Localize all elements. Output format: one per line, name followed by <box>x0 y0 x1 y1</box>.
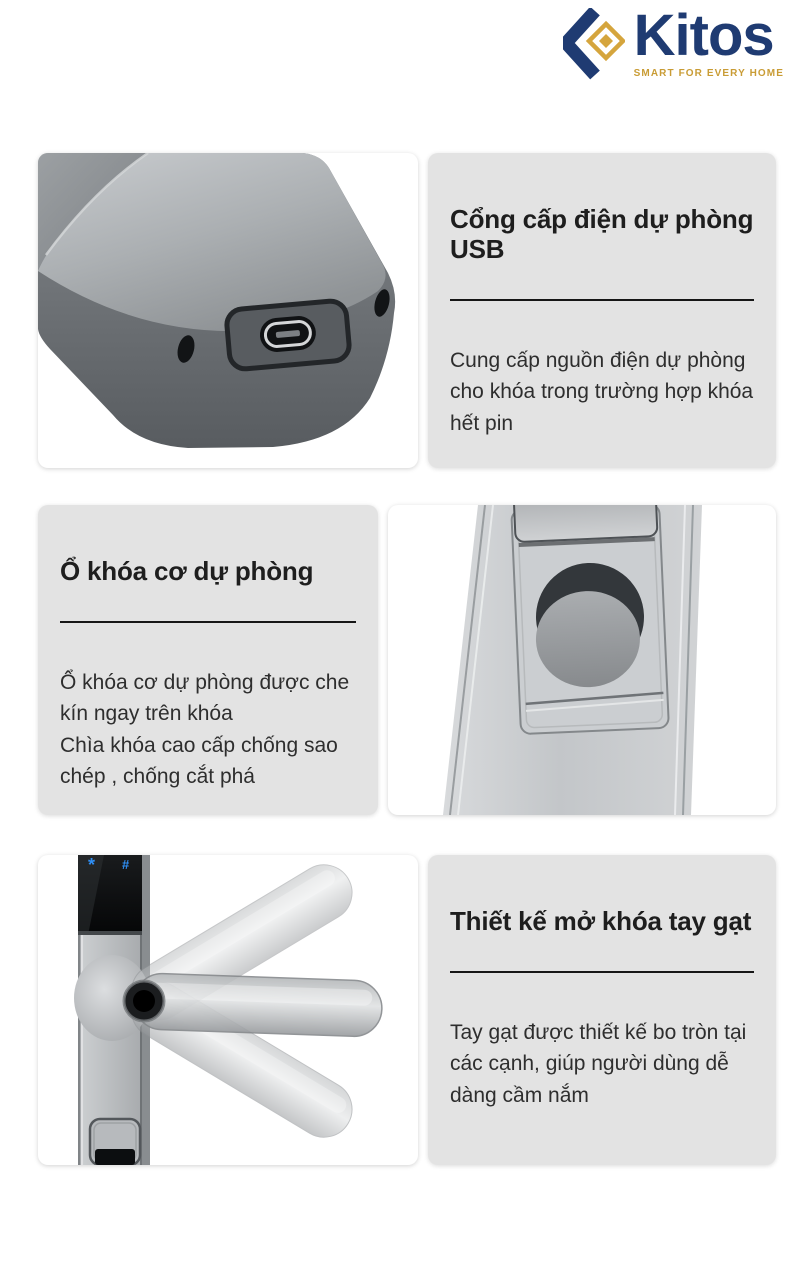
brand-tagline: SMART FOR EVERY HOME <box>633 67 784 79</box>
keypad-star-glyph: * <box>88 855 96 875</box>
feature-text-panel-usb <box>428 153 776 468</box>
feature-text-panel-handle <box>428 855 776 1165</box>
usb-port-photo <box>38 153 418 468</box>
feature-section-mechanical-key <box>38 505 776 815</box>
feature-title-usb: Cổng cấp điện dự phòng USB <box>450 204 754 264</box>
brand-logo-text <box>633 3 784 79</box>
keyhole-illustration <box>388 505 776 815</box>
brand-name: Kitos <box>633 3 774 68</box>
feature-body-key-line2: Chìa khóa cao cấp chống sao chép , chống cắt phá <box>60 733 338 789</box>
feature-body-key-line1: Ổ khóa cơ dự phòng được che kín ngay trên khóa <box>60 670 350 726</box>
title-divider <box>450 299 754 301</box>
feature-body-usb: Cung cấp nguồn điện dự phòng cho khóa trong trường hợp khóa hết pin <box>450 348 754 435</box>
feature-section-usb-port <box>38 153 776 468</box>
title-divider <box>450 971 754 973</box>
keyhole-cover-photo <box>388 505 776 815</box>
rotating-handle-photo <box>38 855 418 1165</box>
feature-title-handle: Thiết kế mở khóa tay gạt <box>450 906 752 936</box>
title-divider <box>60 621 356 623</box>
feature-section-handle <box>38 855 776 1165</box>
feature-body-handle: Tay gạt được thiết kế bo tròn tại các cạnh, giúp người dùng dễ dàng cầm nắm <box>450 1020 747 1107</box>
usb-port-illustration <box>38 153 418 468</box>
feature-text-panel-key <box>38 505 378 815</box>
feature-title-key: Ổ khóa cơ dự phòng <box>60 556 314 586</box>
keypad-hash-glyph: # <box>122 857 130 872</box>
brand-logo <box>563 3 784 82</box>
handle-illustration <box>38 855 418 1165</box>
kitos-diamond-logo-icon <box>563 8 625 82</box>
